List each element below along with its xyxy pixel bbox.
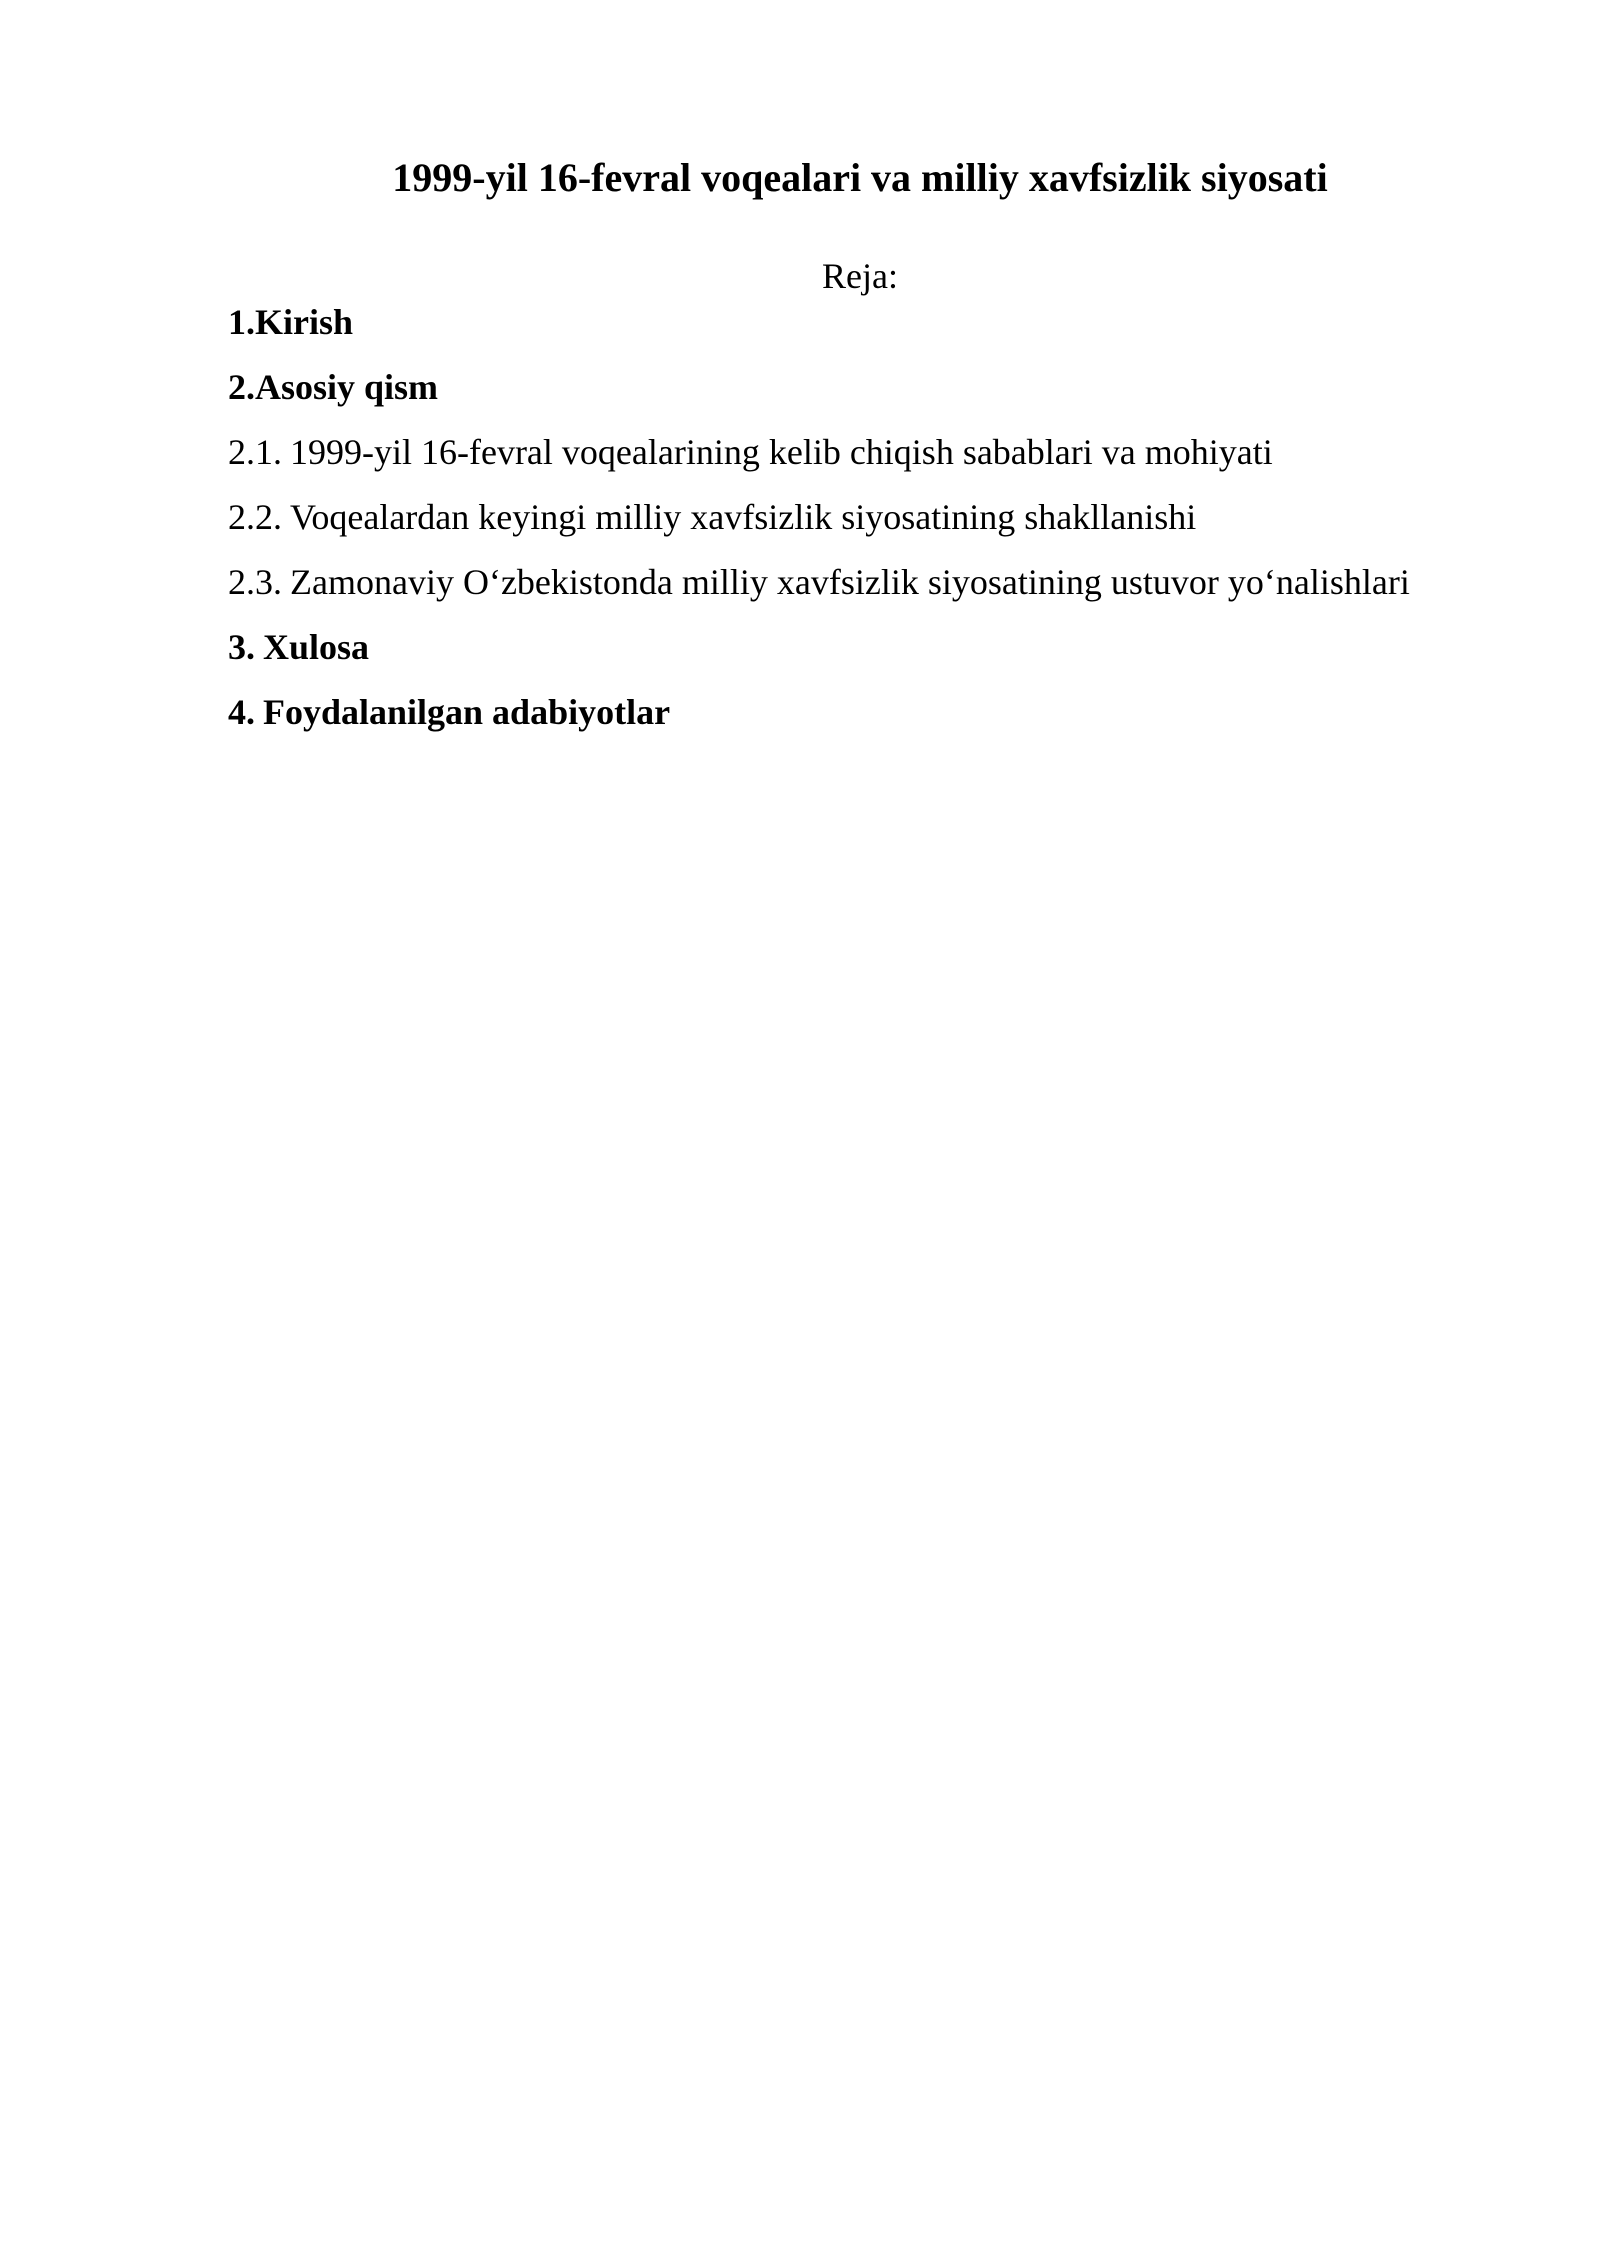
outline-text: 1999-yil 16-fevral voqealarining kelib chiqish sabablari va mohiyati	[290, 432, 1273, 472]
outline-item-kirish	[228, 296, 1568, 361]
outline-number: 4.	[228, 692, 255, 732]
outline-number: 1.	[228, 302, 255, 342]
outline-text: Foydalanilgan adabiyotlar	[263, 692, 671, 732]
outline-item-2-2	[228, 491, 1568, 556]
outline-number: 2.1.	[228, 432, 282, 472]
outline-text: Voqealardan keyingi milliy xavfsizlik siyosatining shakllanishi	[290, 497, 1197, 537]
outline-item-asosiy-qism	[228, 361, 1568, 426]
outline-item-2-1	[228, 426, 1568, 491]
outline-item-adabiyotlar	[228, 686, 1568, 751]
outline-item-2-3	[228, 556, 1568, 621]
document-title: 1999-yil 16-fevral voqealari va milliy xavfsizlik siyosati	[392, 155, 1328, 200]
outline-number: 2.2.	[228, 497, 282, 537]
outline-text: Zamonaviy O‘zbekistonda milliy xavfsizlik siyosatining ustuvor yo‘nalishlari	[290, 562, 1410, 602]
outline-text: Asosiy qism	[255, 367, 439, 407]
plan-outline	[228, 296, 1568, 751]
outline-item-xulosa	[228, 621, 1568, 686]
outline-text: Kirish	[255, 302, 354, 342]
outline-number: 2.3.	[228, 562, 282, 602]
plan-heading: Reja:	[822, 256, 898, 296]
outline-number: 3.	[228, 627, 255, 667]
outline-number: 2.	[228, 367, 255, 407]
outline-text: Xulosa	[263, 627, 370, 667]
